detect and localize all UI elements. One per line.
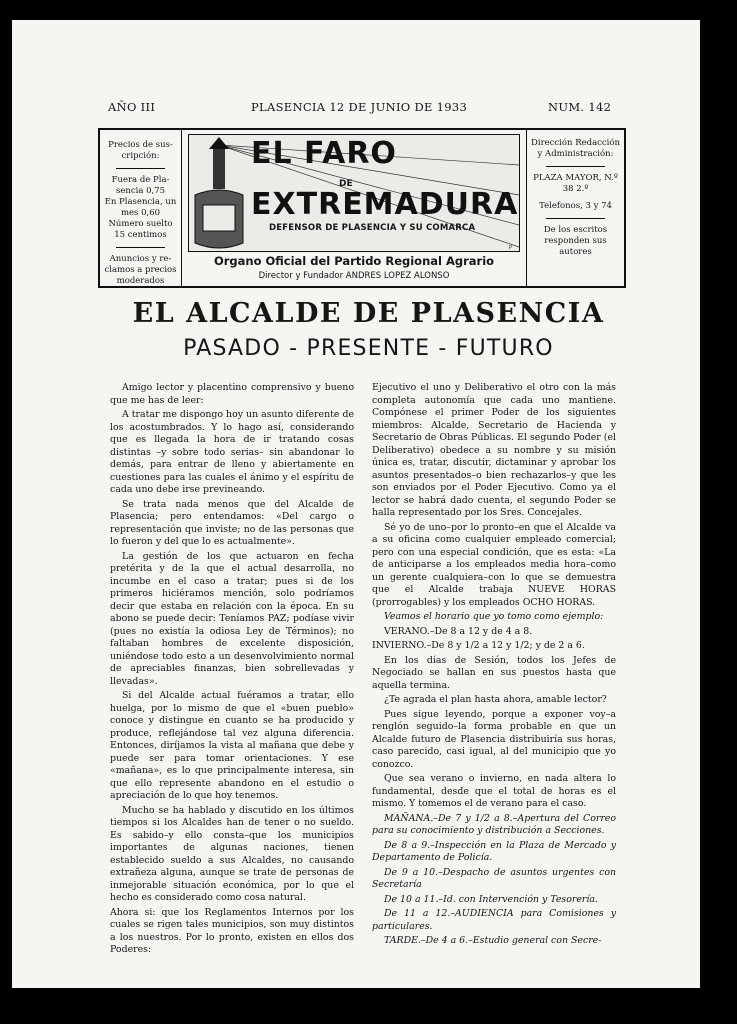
paragraph: Ejecutivo el uno y Deliberativo el otro con la más completa autonomía que cada uno mantiene. Compónese el primer Poder de los siguientes miembros: Alcalde, Secretario de Hacienda y Secretario de Obras Públicas. El segundo Poder (el Deliberativo) obedece a su nombre y su misión única es, tratar, discutir, dictaminar y aprobar los asuntos presentados–o bien rechazarlos–y que les son enviados por el Poder Ejecutivo. Como ya el lector se habrá dado cuenta, el segundo Poder se halla representado por los Sres. Concejales. [372,382,616,518]
title-subtitle: DEFENSOR DE PLASENCIA Y SU COMARCA [269,223,476,233]
paragraph: Veamos el horario que yo tomo como ejemplo: [384,611,604,622]
paragraph: Amigo lector y placentino comprensivo y bueno que me has de leer: [110,382,354,406]
masthead-center [184,130,524,286]
organ-line: Organo Oficial del Partido Regional Agrario [213,254,495,268]
director-line: Director y Fundador ANDRES LOPEZ ALONSO [258,271,450,281]
title-banner [188,134,520,252]
paragraph: Sé yo de uno–por lo pronto–en que el Alcalde va a su oficina como cualquier empleado comercial; pero con una especial condición, que es esta: «La de anticiparse a los empleados media hora–como un gerente cualquiera–con lo que se demuestra que el Alcalde trabaja NUEVE HORAS (prorrogables) y los empleados OCHO HORAS. [372,521,616,608]
subscription-title: Precios de sus-cripción: [108,140,173,161]
paragraph: Si del Alcalde actual fuéramos a tratar, ello huelga, por lo mismo de que el «buen pueblo» conoce y distingue en cuanto se ha producido y produce, reflejándose tal vez alguna diferencia. Entonces, diríjamos la vista al mañana que debe y puede ser para tomar orientaciones. Y ese «mañana», es lo que principalmente interesa, sin que ello represente abandono en el estudio o apreciación de lo que hoy tenemos. [110,690,354,801]
paragraph: Mucho se ha hablado y discutido en los últimos tiempos si los Alcaldes han de tener o no sueldo. Es sabido–y ello consta–que los municipios importantes de algunas naciones, tienen establecido sueldo a sus Alcaldes, no causando extrañeza alguna, aunque se trate de personas de inmejorable situación económica, por lo que el hecho es considerado como cosa natural. [110,804,354,903]
article-headline: EL ALCALDE DE PLASENCIA [132,298,605,329]
paragraph: La gestión de los que actuaron en fecha pretérita y de la que el actual desarrolla, no incumbe en el caso a tratar; pues si de los primeros hiciéramos mención, solo podríamos decir que estaba en relación con la época. En su abono se puede decir: Teníamos PAZ; podíase vivir (pues no existía la odiosa Ley de Términos); no faltaban hombres de excelente disposición, uniéndose todo esto a un desenvolvimiento normal de apreciables finanzas, bien sobrellevadas y llevadas». [110,550,354,687]
svg-text:P: P [509,245,513,251]
paragraph: Pues sigue leyendo, porque a exponer voy–a renglón seguido–la forma probable en que un Alcalde futuro de Plasencia distribuiría sus horas, caso parecido, casi igual, al del municipio que yo conozco. [372,708,616,770]
paragraph: INVIERNO.–De 8 y 1/2 a 12 y 1/2; y de 2 a 6. [372,640,585,651]
title-de: DE [339,179,353,189]
paragraph: Ahora si: que los Reglamentos Internos por los cuales se rigen tales municipios, son muy distintos a los nuestros. Por lo pronto, existen en ellos dos Poderes: [110,906,354,955]
paragraph: De 9 a 10.–Despacho de asuntos urgentes con Secretaría [372,866,616,890]
price-outside: Fuera de Pla-sencia 0,75 [111,175,170,196]
address-box [526,130,624,286]
address-title: Dirección Redacción y Administración: [531,138,620,159]
issue-year: AÑO III [108,100,156,114]
paragraph: De 10 a 11.–Id. con Intervención y Tesorería. [384,893,598,905]
address-street: PLAZA MAYOR, N.º 38 2.º [533,173,618,194]
paragraph: Se trata nada menos que del Alcalde de Plasencia; pero entendamos: «Del cargo o representación que inviste; no de las personas que lo fueron y del que lo es actualmente». [110,498,354,547]
issue-number: NUM. 142 [548,100,612,114]
title-line-1: EL FARO [251,136,397,171]
article-column-2 [372,382,616,950]
subscription-box [100,130,182,286]
responsibility-note: De los escritos responden sus autores [543,225,608,257]
price-city: En Plasencia, un mes 0,60 [104,197,177,218]
masthead [98,128,626,288]
price-single: Número suelto 15 centimos [108,219,173,240]
paragraph: A tratar me dispongo hoy un asunto diferente de los acostumbrados. Y lo hago así, considerando que es llegada la hora de ir tratando cosas distintas –y sobre todo serias– sin abandonar lo demás, para entrar de lleno y abiertamente en cuestiones para las cuales el ánimo y el espíritu de cada uno debe irse previneando. [110,409,354,495]
paragraph: VERANO.–De 8 a 12 y de 4 a 8. [384,625,533,637]
paragraph: ¿Te agrada el plan hasta ahora, amable lector? [384,694,607,705]
paragraph: De 11 a 12.–AUDIENCIA para Comisiones y particulares. [372,908,616,932]
paragraph: De 8 a 9.–Inspección en la Plaza de Mercado y Departamento de Policía. [372,839,616,863]
ads-note: Anuncios y re-clamos a precios moderados [104,254,177,286]
issue-date: PLASENCIA 12 DE JUNIO DE 1933 [251,100,468,114]
title-line-2: EXTREMADURA [251,187,519,222]
paragraph: Que sea verano o invierno, en nada altera lo fundamental, desde que el total de horas es el mismo. Y tomemos el de verano para el caso. [372,773,616,809]
paragraph: En los días de Sesión, todos los Jefes de Negociado se hallan en sus puestos hasta que aquella termina. [372,654,616,691]
phones: Telefonos, 3 y 74 [539,201,612,211]
article-subheadline: PASADO - PRESENTE - FUTURO [183,336,554,361]
article-column-1 [110,382,354,959]
paragraph: TARDE.–De 4 a 6.–Estudio general con Secre- [384,935,602,946]
paragraph: MAÑANA.–De 7 y 1/2 a 8.–Apertura del Correo para su conocimiento y distribución a Secciones. [372,812,616,836]
